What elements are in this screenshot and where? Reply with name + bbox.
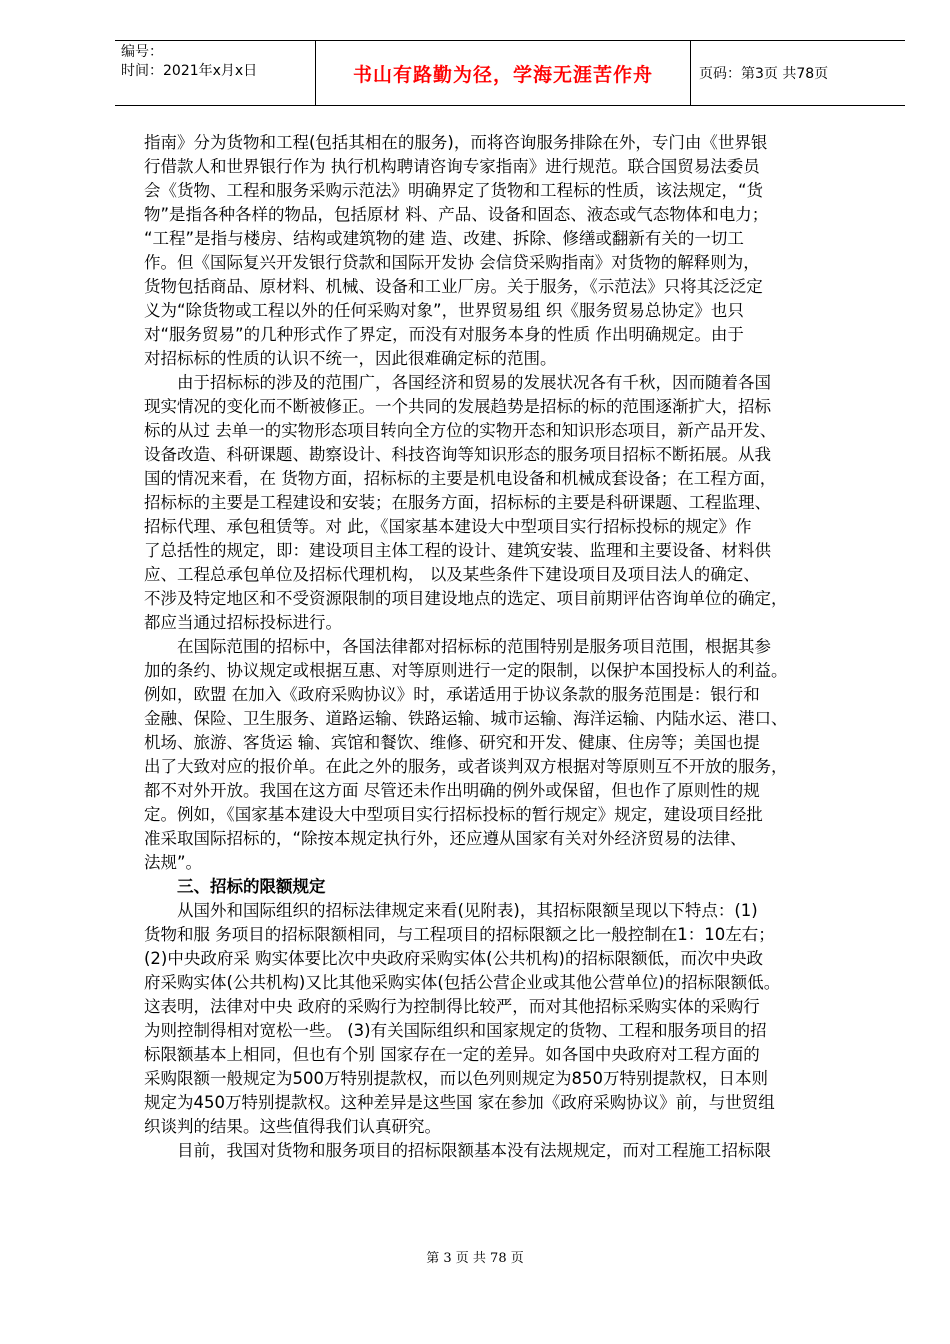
body-text-line: 在国际范围的招标中，各国法律都对招标标的范围特别是服务项目范围，根据其参 [177, 637, 771, 656]
body-text-line: 国的情况来看，在 货物方面，招标标的主要是机电设备和机械成套设备；在工程方面， [144, 469, 777, 488]
header-motto: 书山有路勤为径，学海无涯苦作舟 [316, 41, 691, 105]
body-text-line: 了总括性的规定，即：建设项目主体工程的设计、建筑安装、监理和主要设备、材料供 [144, 541, 771, 560]
header-time-label: 时间：2021年x月x日 [121, 63, 258, 79]
body-text-line: 目前，我国对货物和服务项目的招标限额基本没有法规规定，而对工程施工招标限 [177, 1141, 771, 1160]
body-text-line: 招标标的主要是工程建设和安装；在服务方面，招标标的主要是科研课题、工程监理、 [144, 493, 771, 512]
page-footer: 第 3 页 共 78 页 [426, 1251, 524, 1266]
body-text-line: “工程”是指与楼房、结构或建筑物的建 造、改建、拆除、修缮或翻新有关的一切工 [144, 229, 744, 248]
body-text-line: 对“服务贸易”的几种形式作了界定，而没有对服务本身的性质 作出明确规定。由于 [144, 325, 744, 344]
body-text-line: 标的从过 去单一的实物形态项目转向全方位的实物开态和知识形态项目，新产品开发、 [144, 421, 777, 440]
body-text-line: 加的条约、协议规定或根据互惠、对等原则进行一定的限制，以保护本国投标人的利益。 [144, 661, 788, 680]
body-text-line: 行借款人和世界银行作为 执行机构聘请咨询专家指南》进行规范。联合国贸易法委员 [144, 157, 760, 176]
document-body [144, 131, 882, 1163]
body-text-line: 采购限额一般规定为500万特别提款权，而以色列则规定为850万特别提款权，日本则 [144, 1069, 768, 1088]
body-text-line: 从国外和国际组织的招标法律规定来看(见附表)，其招标限额呈现以下特点：(1) [177, 901, 758, 920]
body-text-line: 对招标标的性质的认识不统一，因此很难确定标的范围。 [144, 349, 557, 368]
body-text-line: 规定为450万特别提款权。这种差异是这些国 家在参加《政府采购协议》前，与世贸组 [144, 1093, 775, 1112]
body-text-line: 现实情况的变化而不断被修正。一个共同的发展趋势是招标的标的范围逐渐扩大，招标 [144, 397, 771, 416]
body-text-line: 货物和服 务项目的招标限额相同，与工程项目的招标限额之比一般控制在1：10左右； [144, 925, 775, 944]
body-text-line: 标限额基本上相同，但也有个别 国家存在一定的差异。如各国中央政府对工程方面的 [144, 1045, 760, 1064]
body-text-line: 都应当通过招标投标进行。 [144, 613, 342, 632]
body-text-line: 机场、旅游、客货运 输、宾馆和餐饮、维修、研究和开发、健康、住房等；美国也提 [144, 733, 760, 752]
body-text-line: 不涉及特定地区和不受资源限制的项目建设地点的选定、项目前期评估咨询单位的确定， [144, 589, 788, 608]
body-text-line: 作。但《国际复兴开发银行贷款和国际开发协 会信贷采购指南》对货物的解释则为， [144, 253, 760, 272]
body-text-line: (2)中央政府采 购实体要比次中央政府采购实体(公共机构)的招标限额低，而次中央政 [144, 949, 763, 968]
body-text-line: 都不对外开放。我国在这方面 尽管还未作出明确的例外或保留，但也作了原则性的规 [144, 781, 760, 800]
body-text-line: 准采取国际招标的，“除按本规定执行外，还应遵从国家有关对外经济贸易的法律、 [144, 829, 747, 848]
body-text-line: 指南》分为货物和工程(包括其相在的服务)，而将咨询服务排除在外，专门由《世界银 [144, 133, 768, 152]
body-text-line: 义为“除货物或工程以外的任何采购对象”，世界贸易组 织《服务贸易总协定》也只 [144, 301, 744, 320]
body-text-line: 定。例如，《国家基本建设大中型项目实行招标投标的暂行规定》规定，建设项目经批 [144, 805, 763, 824]
body-text-line: 招标代理、承包租赁等。对 此，《国家基本建设大中型项目实行招标投标的规定》作 [144, 517, 752, 536]
page-header [115, 40, 905, 106]
body-text-line: 设备改造、科研课题、勘察设计、科技咨询等知识形态的服务项目招标不断拓展。从我 [144, 445, 771, 464]
body-text-line: 法规”。 [144, 853, 203, 872]
body-text-line: 出了大致对应的报价单。在此之外的服务，或者谈判双方根据对等原则互不开放的服务， [144, 757, 788, 776]
body-text-line: 织谈判的结果。这些值得我们认真研究。 [144, 1117, 441, 1136]
body-text-line: 金融、保险、卫生服务、道路运输、铁路运输、城市运输、海洋运输、内陆水运、港口、 [144, 709, 788, 728]
body-text-line: 由于招标标的涉及的范围广，各国经济和贸易的发展状况各有千秋，因而随着各国 [177, 373, 771, 392]
body-text-line: 府采购实体(公共机构)又比其他采购实体(包括公营企业或其他公营单位)的招标限额低。 [144, 973, 781, 992]
body-text-line: 例如，欧盟 在加入《政府采购协议》时，承诺适用于协议条款的服务范围是：银行和 [144, 685, 760, 704]
body-text-line: 这表明，法律对中央 政府的采购行为控制得比较严，而对其他招标采购实体的采购行 [144, 997, 760, 1016]
header-page-label: 页码：第3页 共78页 [699, 66, 829, 82]
body-text-line: 为则控制得相对宽松一些。 (3)有关国际组织和国家规定的货物、工程和服务项目的招 [144, 1021, 767, 1040]
section-heading: 三、招标的限额规定 [177, 877, 326, 896]
body-text-line: 会《货物、工程和服务采购示范法》明确界定了货物和工程标的性质，该法规定，“货 [144, 181, 764, 200]
body-text-line: 货物包括商品、原材料、机械、设备和工业厂房。关于服务，《示范法》只将其泛泛定 [144, 277, 763, 296]
body-text-line: 应、工程总承包单位及招标代理机构， 以及某些条件下建设项目及项目法人的确定、 [144, 565, 760, 584]
header-code-label: 编号： [121, 44, 163, 60]
header-meta [115, 41, 316, 105]
body-text-line: 物”是指各种各样的物品，包括原材 料、产品、设备和固态、液态或气态物体和电力； [144, 205, 769, 224]
